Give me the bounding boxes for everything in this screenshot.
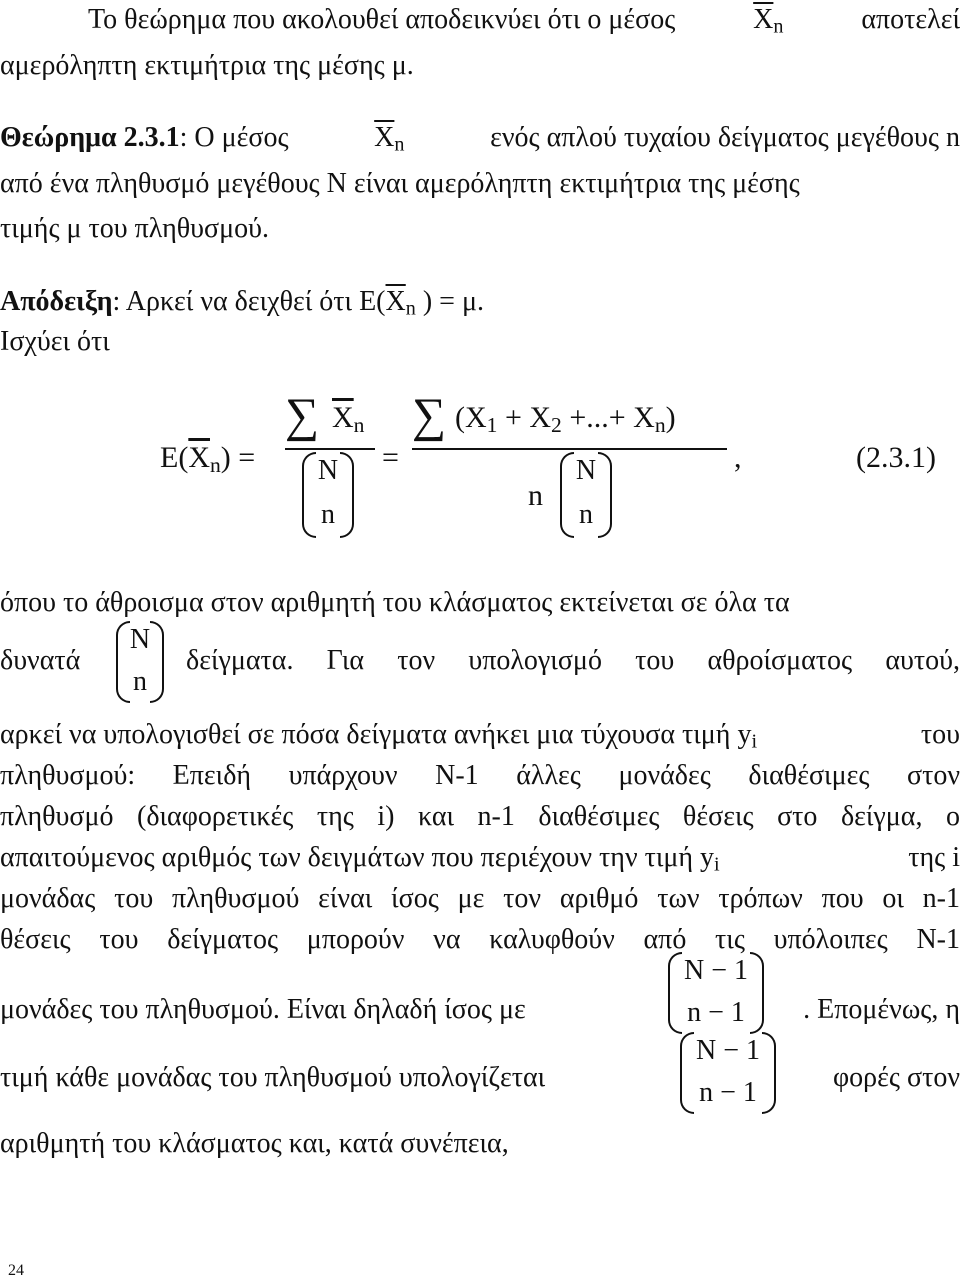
text-span: αποτελεί	[861, 4, 960, 35]
binom-bottom: n	[133, 666, 147, 697]
fraction-bar	[412, 448, 727, 450]
paragraph-line: θέσεις του δείγματος μπορούν να καλυφθούν από τις υπόλοιπες N-1	[0, 924, 960, 955]
paragraph-line: όπου το άθροισμα στον αριθμητή του κλάσματος εκτείνεται σε όλα τα	[0, 587, 790, 618]
proof-heading: Απόδειξη	[0, 286, 113, 317]
paragraph-line: Ισχύει ότι	[0, 326, 110, 357]
binom-bottom: n − 1	[687, 997, 745, 1028]
text-span: δυνατά	[0, 645, 81, 676]
sigma-symbol: ∑	[285, 389, 320, 442]
paragraph-line: αμερόληπτη εκτιμήτρια της μέσης μ.	[0, 50, 414, 81]
text-span: δείγματα. Για τον υπολογισμό του αθροίσματος αυτού,	[186, 645, 960, 676]
text-span: Το θεώρημα που ακολουθεί αποδεικνύει ότι ο μέσος	[88, 4, 676, 35]
comma: ,	[734, 441, 742, 474]
page-number: 24	[8, 1262, 24, 1279]
fraction-bar	[285, 448, 375, 450]
math-xbar-n: $\overline{X}_n$	[374, 122, 405, 156]
factor-n: n	[528, 479, 543, 512]
sigma-symbol: ∑	[412, 389, 447, 442]
paragraph-line: αριθμητή του κλάσματος και, κατά συνέπεια,	[0, 1128, 509, 1159]
binom-top: N	[129, 624, 151, 655]
binom-top: N	[317, 455, 339, 486]
text-span: απαιτούμενος αριθμός των δειγμάτων που περιέχουν την τιμή $y_i$	[0, 842, 720, 876]
binomial-N-1-n-1	[668, 952, 764, 1034]
paragraph-line: από ένα πληθυσμό μεγέθους N είναι αμερόληπτη εκτιμήτρια της μέσης	[0, 168, 800, 199]
eq-lhs: $E(\overline{X}_n)$ =	[160, 441, 256, 477]
paragraph-line: τιμής μ του πληθυσμού.	[0, 213, 270, 244]
text-span: . Επομένως, η	[803, 994, 960, 1025]
binom-bottom: n	[321, 499, 335, 530]
paragraph-line: πληθυσμού: Επειδή υπάρχουν N-1 άλλες μονάδες διαθέσιμες στον	[0, 760, 960, 791]
text-span: αρκεί να υπολογισθεί σε πόσα δείγματα ανήκει μια τύχουσα τιμή $y_i$	[0, 719, 758, 753]
binom-top: N − 1	[695, 1035, 760, 1066]
binom-bottom: n − 1	[699, 1077, 757, 1108]
text-span: της i	[908, 842, 960, 873]
equals-sign: =	[382, 441, 399, 474]
numerator-2: ($X_1 + X_2$ +...+ $X_n$)	[455, 401, 676, 437]
paragraph-line	[0, 0, 960, 40]
paragraph-line	[0, 715, 960, 755]
text-span: ενός απλού τυχαίου δείγματος μεγέθους n	[490, 122, 960, 153]
binom-top: N	[575, 455, 597, 486]
text-span: φορές στον	[833, 1062, 960, 1093]
paragraph-line: πληθυσμό (διαφορετικές της i) και n-1 διαθέσιμες θέσεις στο δείγμα, ο	[0, 801, 960, 832]
paragraph-line	[0, 838, 960, 878]
text-span: μονάδες του πληθυσμού. Είναι δηλαδή ίσος με	[0, 994, 526, 1025]
binomial-N-n	[302, 452, 354, 538]
proof-line: Απόδειξη: Αρκεί να δειχθεί ότι $E(\overline{X}_n$ ) = μ.	[0, 286, 484, 320]
paragraph-line: μονάδας του πληθυσμού είναι ίσος με τον αριθμό των τρόπων που οι n-1	[0, 883, 960, 914]
binomial-N-n-inline	[116, 621, 164, 703]
text-span: τιμή κάθε μονάδας του πληθυσμού υπολογίζεται	[0, 1062, 546, 1093]
binomial-N-n	[560, 452, 612, 538]
binom-top: N − 1	[683, 955, 748, 986]
theorem-heading: Θεώρημα 2.3.1: Ο μέσος	[0, 122, 289, 153]
equation-2-3-1	[0, 390, 960, 550]
theorem-line	[0, 118, 960, 158]
numerator-1: $\overline{X}_n$	[332, 401, 365, 437]
math-xbar-n: $\overline{X}_n$	[753, 4, 784, 38]
binom-bottom: n	[579, 499, 593, 530]
equation-number: (2.3.1)	[856, 441, 936, 474]
binomial-N-1-n-1	[680, 1032, 776, 1114]
text-span: του	[920, 719, 960, 750]
